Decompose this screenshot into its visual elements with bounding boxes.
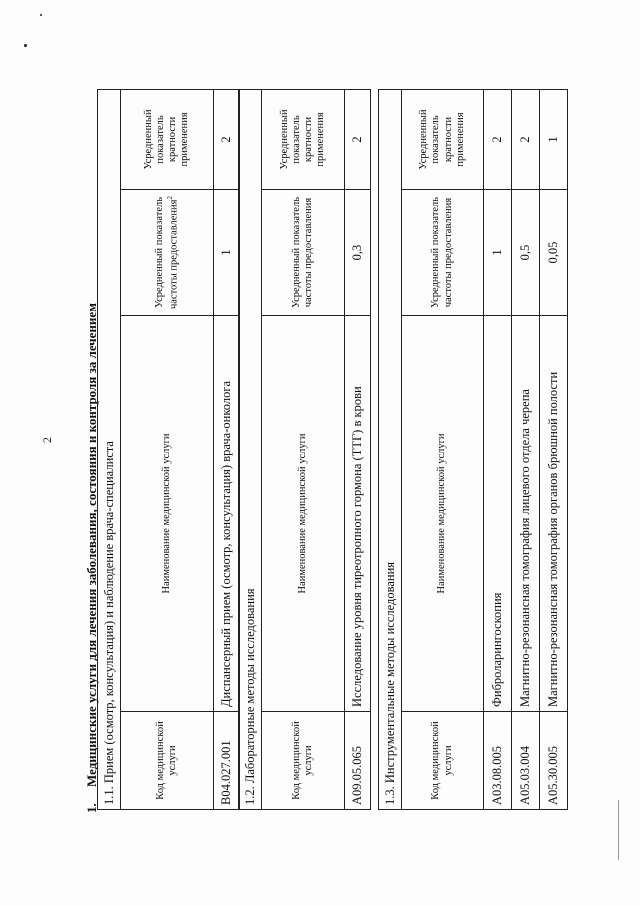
service-code: A05.03.004 [512,712,540,810]
table-section-1-1 [97,89,240,810]
table-row [214,89,240,809]
table-row [484,89,512,809]
header-multiplicity: Усредненный показатель кратности применения [262,89,345,189]
service-multiplicity: 2 [484,89,512,189]
header-multiplicity: Усредненный показатель кратности применения [121,89,214,189]
service-multiplicity: 2 [214,89,240,189]
service-name: Диспансерный прием (осмотр, консультация) врача-онколога [214,316,240,712]
service-multiplicity: 2 [512,89,540,189]
header-frequency [121,190,214,316]
service-code: A05.30.005 [540,712,568,810]
table-row [540,89,568,809]
service-frequency: 1 [484,190,512,316]
header-frequency: Усредненный показатель частоты предоставления [262,190,345,316]
header-code: Код медицинской услуги [262,712,345,810]
service-name: Магнитно-резонансная томография лицевого отдела черепа [512,316,540,712]
service-name: Магнитно-резонансная томография органов брюшной полости [540,316,568,712]
service-name: Фиброларингоскопия [484,316,512,712]
footnote-mark: 2 [165,196,174,200]
table-row [345,89,371,809]
service-multiplicity: 1 [540,89,568,189]
header-frequency-text: Усредненный показатель частоты предоставления [153,196,180,310]
header-name: Наименование медицинской услуги [402,316,484,712]
heading-number: 1. [84,803,99,813]
page-number: 2 [40,437,54,443]
table-section-1-3 [378,89,568,810]
service-multiplicity: 2 [345,89,371,189]
service-frequency: 1 [214,190,240,316]
service-frequency: 0,5 [512,190,540,316]
service-frequency: 0,05 [540,190,568,316]
header-code: Код медицинской услуги [121,712,214,810]
service-code: B04.027.001 [214,712,240,810]
header-multiplicity: Усредненный показатель кратности применения [402,89,484,189]
section-title: 1.1. Прием (осмотр, консультация) и наблюдение врача-специалиста [98,89,121,809]
service-code: A03.08.005 [484,712,512,810]
heading-title: Медицинские услуги для лечения заболевания, состояния и контроля за лечением [84,302,99,787]
table-section-1-2 [238,89,371,810]
section-title: 1.2. Лабораторные методы исследования [239,89,262,809]
service-code: A09.05.065 [345,712,371,810]
header-name: Наименование медицинской услуги [121,316,214,712]
service-frequency: 0,3 [345,190,371,316]
service-name: Исследование уровня тиреотропного гормона (ТТГ) в крови [345,316,371,712]
header-code: Код медицинской услуги [402,712,484,810]
header-frequency: Усредненный показатель частоты предоставления [402,190,484,316]
section-title: 1.3. Инструментальные методы исследования [379,89,402,809]
header-name: Наименование медицинской услуги [262,316,345,712]
table-row [512,89,540,809]
